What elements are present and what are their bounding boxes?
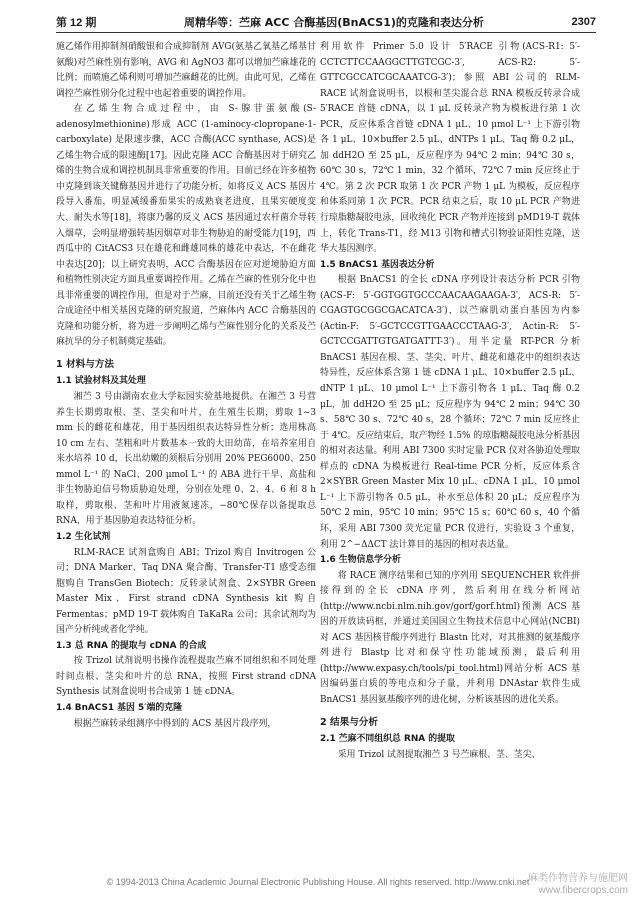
copyright-footer: © 1994-2013 China Academic Journal Electronic Publishing House. All rights reserved. http://www.cnki.net: [106, 877, 530, 887]
paragraph: 在乙烯生物合成过程中，由 S-腺苷蛋氨酸(S-adenosylmethionine)形成 ACC (1-aminocy-clopropane-1-carboxylate) 是限速步骤，ACC 合酶(ACC synthase, ACS)是乙烯生物合成的限速酶[17]。因此克隆 ACC 合酶基因对于研究乙烯的生物合成和调控机制具非常重要的作用。目前已经在许多植物中克隆到该关键酶基因并进行了功能分析，如将反义 ACS 基因片段导入番茄，明显减缓番茄果实的成熟衰老进度，且果实硬度变大、耐失水等[18]，将康乃馨的反义 ACS 基因通过农杆菌介导转入烟草，会明显增强转基因烟草对非生物胁迫的耐受能力[19]，西西瓜中的 CitACS3 只在雄花和雌雄同株的雄花中表达，不在雌花中表达[20]；以上研究表明，ACC 合酶基因在应对逆境胁迫方面和植物性别决定方面具重要调控作用。乙烯在苎麻的性别分化中也具非常重要的调控作用，但是对于苎麻，目前还没有关于乙烯生物合成途径中相关基因克隆的研究报道，苎麻体内 ACC 合酶基因的克隆和功能分析，将为进一步阐明乙烯与苎麻性别分化的关系及苎麻抗旱的分子机制奠定基础。: [56, 104, 316, 348]
paragraph: 采用 Trizol 试剂提取湘苎 3 号苎麻根、茎、茎尖、: [337, 749, 541, 760]
site-watermark: [528, 873, 628, 897]
right-column: [320, 40, 580, 763]
paragraph: 将 RACE 测序结果和已知的序列用 SEQUENCHER 软件拼接得到的全长 cDNA 序列，然后利用在线分析网站(http://www.ncbi.nlm.nih.gov/gorf/gorf.html)预测 ACS 基因的开放读码框，并通过美国国立生物技术信息中心网站(NCBI)对 ACS 基因核苷酸序列进行 Blastn 比对，对其推测的氨基酸序列进行 Blastp 比对和保守性功能域预测，最后利用(http://www.expasy.ch/tools/pi_tool.html)网站分析 ACS 基因编码蛋白质的等电点和分子量，并利用 DNAstar 软件生成 BnACS1 基因氨基酸序列的进化树，分析该基因的进化关系。: [320, 570, 580, 705]
subsection-heading: 1.2 生化试剂: [56, 531, 111, 542]
subsection-heading: 1.3 总 RNA 的提取与 cDNA 的合成: [56, 640, 207, 651]
subsection-heading: 1.4 BnACS1 基因 5′端的克隆: [56, 702, 182, 713]
header-rule: [56, 32, 596, 33]
section-heading: 2 结果与分析: [320, 716, 378, 728]
left-column: [56, 40, 316, 732]
page-header: [56, 14, 596, 30]
section-heading: 1 材料与方法: [56, 358, 114, 370]
paragraph: 湘苎 3 号由湖南农业大学耘园实验基地提供。在湘苎 3 号营养生长期剪取根、茎、茎尖和叶片，在生殖生长期，剪取 1~3 mm 长的雌花和雄花，用于基因组织表达特异性分析；选用株高 10 cm 左右、茎粗和叶片数基本一致的大田幼苗，在培养室用自来水培养 10 d，长出幼嫩的须根后分别用 20% PEG6000、250 mmol L⁻¹ 的 NaCl、200 μmol L⁻¹ 的 ABA 进行干旱、高盐和非生物胁迫信号物质胁迫处理，分别在处理 0、2、4、6 和 8 h 取样，剪取根、茎和叶片用液氮速冻，−80℃保存以备提取总 RNA，用于基因胁迫表达特征分析。: [56, 392, 316, 527]
paragraph: 利用软件 Primer 5.0 设计 5′RACE 引物(ACS-R1: 5′-CCTCTTCCAAGGCTTGTCGC-3′, ACS-R2: 5′-GTTCGCCATCGCAAATCG-3′)；参照 ABI 公司的 RLM-RACE 试剂盒说明书，以根和茎尖混合总 RNA 模板反转录合成 5′RACE 首链 cDNA，以 1 μL 反转录产物为模板进行第 1 次 PCR，反应体系含首链 cDNA 1 μL、10 μmol L⁻¹ 上下游引物各 1 μL、10×buffer 2.5 μL、dNTPs 1 μL、Taq 酶 0.2 μL，加 ddH2O 至 25 μL，反应程序为 94℃ 2 min；94℃ 30 s，60℃ 30 s，72℃ 1 min，32 个循环，72℃ 7 min 反应终止于 4℃。第 2 次 PCR 取第 1 次 PCR 产物 1 μL 为模板，反应程序和体系同第 1 次 PCR。PCR 结束之后，取 10 μL PCR 产物进行琼脂糖凝胶电泳，回收纯化 PCR 产物并连接到 pMD19-T 载体上，转化 Trans-T1，经 M13 引物和槽式引物验证阳性克隆，送华大基因测序。: [320, 42, 580, 255]
paragraph: 施乙烯作用抑制剂硝酸银和合成抑制剂 AVG(氨基乙氧基乙烯基甘氨酸)对苎麻性别有影响，AVG 和 AgNO3 都可以增加苎麻雄花的比例；而喷施乙烯利则可增加苎麻雌花的比例。由此可见，乙烯在调控苎麻性别分化过程中也起着重要的调控作用。: [56, 42, 316, 99]
subsection-heading: 1.1 试验材料及其处理: [56, 376, 146, 387]
paragraph: 按 Trizol 试剂说明书操作流程提取苎麻不同组织和不同处理时间点根、茎尖和叶片的总 RNA，按照 First strand cDNA Synthesis 试剂盒说明书合成第 1 链 cDNA。: [56, 656, 316, 698]
running-title: 周精华等：苎麻 ACC 合酶基因(BnACS1)的克隆和表达分析: [183, 16, 484, 29]
paragraph: 根据苎麻转录组测序中得到的 ACS 基因片段序列，: [73, 718, 277, 729]
issue-number: 第 12 期: [56, 17, 97, 29]
subsection-heading: 1.5 BnACS1 基因表达分析: [320, 259, 435, 270]
watermark-title: 麻类作物营养与施肥网: [528, 873, 628, 884]
page-number: 2307: [571, 16, 596, 28]
watermark-url: www.fibercrops.com: [538, 885, 628, 896]
paragraph: RLM-RACE 试剂盒购自 ABI；Trizol 购自 Invitrogen 公司；DNA Marker、Taq DNA 聚合酶、Transfer-T1 感受态细胞购自 TransGen Biotech；反转录试剂盒、2×SYBR Green Master Mix、First strand cDNA Synthesis kit 购自 Fermentas；pMD 19-T 载体购自 TaKaRa 公司；其余试剂均为国产分析纯或者化学纯。: [56, 547, 316, 636]
paragraph: 根据 BnACS1 的全长 cDNA 序列设计表达分析 PCR 引物(ACS-F: 5′-GGTGGTGCCCAACAAGAAGA-3′, ACS-R: 5′-CGAGTGCGGCGACATCA-3′)，以苎麻肌动蛋白基因为内参(Actin-F: 5′-GCTCCGTTGAACCCTAAG-3′, Actin-R: 5′-GCTCCGATTGTGATGATTT-3′)。用半定量 RT-PCR 分析 BnACS1 基因在根、茎、茎尖、叶片、雌花和雄花中的组织表达特异性，反应体系含第 1 链 cDNA 1 μL、10×buffer 2.5 μL、dNTP 1 μL、10 μmol L⁻¹ 上下游引物各 1 μL、Taq 酶 0.2 μL，加 ddH2O 至 25 μL；反应程序为 94℃ 2 min；94℃ 30 s、58℃ 30 s、72℃ 40 s，28 个循环；72℃ 7 min 反应终止于 4℃。反应结束后，取产物经 1.5% 的琼脂糖凝胶电泳分析基因的相对表达量。利用 ABI 7300 实时定量 PCR 仪对各胁迫处理取样点的 cDNA 为模板进行 Real-time PCR 分析，反应体系含 2×SYBR Green Master Mix 10 μL、cDNA 1 μL、10 μmol L⁻¹ 上下游引物各 0.5 μL，补水至总体积 20 μL；反应程序为 50℃ 2 min，95℃ 10 min；95℃ 15 s；60℃ 60 s，40 个循环，采用 ABI 7300 荧光定量 PCR 仪进行，实验设 3 个重复，利用 2^−ΔΔCT 法计算目的基因的相对表达量。: [320, 275, 580, 550]
subsection-heading: 2.1 苎麻不同组织总 RNA 的提取: [320, 734, 455, 745]
subsection-heading: 1.6 生物信息学分析: [320, 555, 401, 566]
